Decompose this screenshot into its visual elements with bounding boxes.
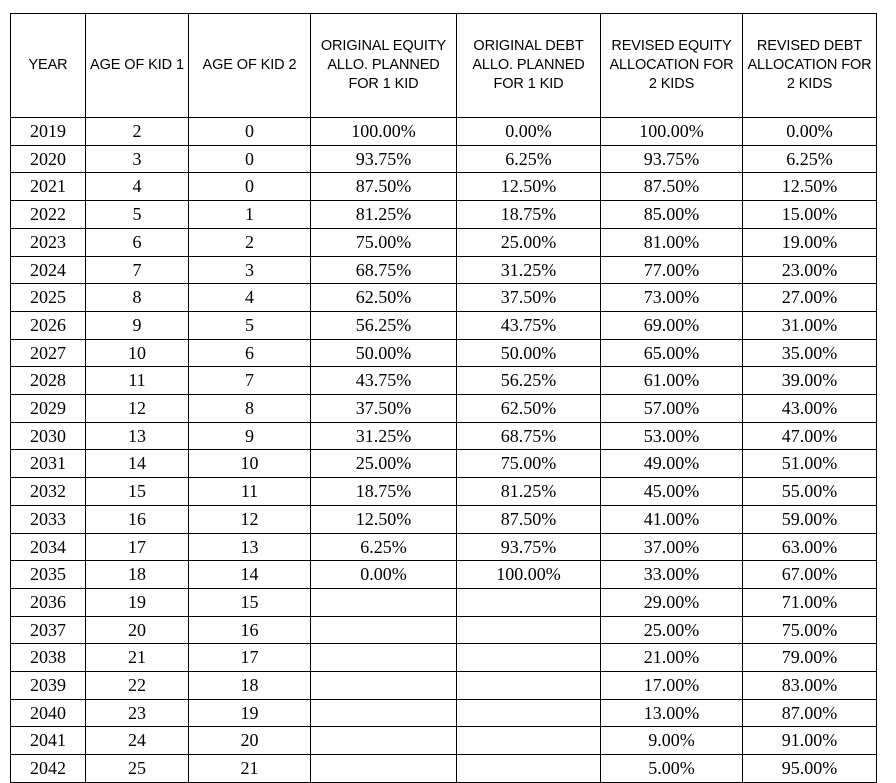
table-row [11, 367, 877, 395]
cell-orig_equity_1kid: 62.50% [311, 284, 457, 312]
cell-orig_equity_1kid: 100.00% [311, 118, 457, 146]
table-row [11, 505, 877, 533]
cell-age_kid_2: 7 [189, 367, 311, 395]
cell-age_kid_1: 15 [86, 478, 189, 506]
cell-year: 2028 [11, 367, 86, 395]
cell-age_kid_2: 6 [189, 339, 311, 367]
cell-rev_debt_2kids: 0.00% [743, 118, 877, 146]
cell-orig_debt_1kid: 43.75% [457, 311, 601, 339]
cell-rev_debt_2kids: 12.50% [743, 173, 877, 201]
table-row [11, 727, 877, 755]
cell-rev_equity_2kids: 29.00% [601, 588, 743, 616]
table-row [11, 256, 877, 284]
cell-year: 2022 [11, 201, 86, 229]
cell-year: 2034 [11, 533, 86, 561]
cell-orig_debt_1kid: 37.50% [457, 284, 601, 312]
cell-age_kid_2: 11 [189, 478, 311, 506]
cell-orig_debt_1kid: 62.50% [457, 395, 601, 423]
table-row [11, 588, 877, 616]
cell-year: 2042 [11, 755, 86, 783]
cell-year: 2020 [11, 145, 86, 173]
cell-age_kid_2: 2 [189, 228, 311, 256]
table-row [11, 145, 877, 173]
cell-rev_debt_2kids: 51.00% [743, 450, 877, 478]
cell-rev_debt_2kids: 91.00% [743, 727, 877, 755]
column-header-rev_equity_2kids: REVISED EQUITY ALLOCATION FOR 2 KIDS [601, 14, 743, 118]
column-header-year: YEAR [11, 14, 86, 118]
cell-rev_debt_2kids: 15.00% [743, 201, 877, 229]
table-row [11, 561, 877, 589]
cell-age_kid_2: 18 [189, 672, 311, 700]
cell-age_kid_2: 8 [189, 395, 311, 423]
cell-rev_debt_2kids: 19.00% [743, 228, 877, 256]
cell-age_kid_2: 20 [189, 727, 311, 755]
cell-age_kid_1: 22 [86, 672, 189, 700]
table-row [11, 339, 877, 367]
cell-orig_equity_1kid: 18.75% [311, 478, 457, 506]
cell-age_kid_2: 13 [189, 533, 311, 561]
cell-orig_equity_1kid [311, 755, 457, 783]
cell-age_kid_1: 20 [86, 616, 189, 644]
cell-age_kid_1: 10 [86, 339, 189, 367]
cell-orig_debt_1kid [457, 727, 601, 755]
cell-rev_equity_2kids: 61.00% [601, 367, 743, 395]
cell-rev_equity_2kids: 25.00% [601, 616, 743, 644]
cell-age_kid_2: 4 [189, 284, 311, 312]
table-row [11, 478, 877, 506]
cell-orig_equity_1kid: 37.50% [311, 395, 457, 423]
cell-age_kid_1: 5 [86, 201, 189, 229]
cell-age_kid_2: 9 [189, 422, 311, 450]
cell-age_kid_2: 19 [189, 699, 311, 727]
cell-age_kid_1: 25 [86, 755, 189, 783]
cell-year: 2041 [11, 727, 86, 755]
cell-rev_debt_2kids: 6.25% [743, 145, 877, 173]
cell-rev_debt_2kids: 67.00% [743, 561, 877, 589]
table-row [11, 284, 877, 312]
cell-rev_debt_2kids: 27.00% [743, 284, 877, 312]
table-row [11, 395, 877, 423]
cell-year: 2026 [11, 311, 86, 339]
table-row [11, 699, 877, 727]
table-body [11, 118, 877, 783]
column-header-age_kid_1: AGE OF KID 1 [86, 14, 189, 118]
cell-orig_equity_1kid: 93.75% [311, 145, 457, 173]
cell-rev_debt_2kids: 79.00% [743, 644, 877, 672]
table-row [11, 755, 877, 783]
cell-rev_debt_2kids: 55.00% [743, 478, 877, 506]
cell-orig_debt_1kid: 87.50% [457, 505, 601, 533]
cell-age_kid_2: 15 [189, 588, 311, 616]
cell-rev_debt_2kids: 95.00% [743, 755, 877, 783]
cell-orig_equity_1kid [311, 727, 457, 755]
table-row [11, 533, 877, 561]
table-row [11, 616, 877, 644]
cell-orig_debt_1kid: 12.50% [457, 173, 601, 201]
cell-year: 2029 [11, 395, 86, 423]
cell-rev_equity_2kids: 87.50% [601, 173, 743, 201]
cell-age_kid_1: 13 [86, 422, 189, 450]
cell-year: 2040 [11, 699, 86, 727]
cell-orig_debt_1kid: 50.00% [457, 339, 601, 367]
cell-age_kid_2: 5 [189, 311, 311, 339]
cell-year: 2027 [11, 339, 86, 367]
cell-age_kid_1: 16 [86, 505, 189, 533]
cell-year: 2031 [11, 450, 86, 478]
cell-rev_equity_2kids: 57.00% [601, 395, 743, 423]
cell-rev_debt_2kids: 83.00% [743, 672, 877, 700]
table-row [11, 450, 877, 478]
cell-orig_equity_1kid: 75.00% [311, 228, 457, 256]
cell-age_kid_1: 8 [86, 284, 189, 312]
cell-age_kid_2: 17 [189, 644, 311, 672]
table-row [11, 201, 877, 229]
cell-age_kid_1: 17 [86, 533, 189, 561]
cell-rev_equity_2kids: 85.00% [601, 201, 743, 229]
cell-orig_equity_1kid [311, 699, 457, 727]
cell-orig_debt_1kid: 100.00% [457, 561, 601, 589]
cell-rev_debt_2kids: 71.00% [743, 588, 877, 616]
cell-age_kid_1: 11 [86, 367, 189, 395]
table-header [11, 14, 877, 118]
table-row [11, 644, 877, 672]
cell-orig_debt_1kid: 0.00% [457, 118, 601, 146]
cell-age_kid_1: 18 [86, 561, 189, 589]
cell-orig_equity_1kid [311, 588, 457, 616]
cell-rev_debt_2kids: 75.00% [743, 616, 877, 644]
cell-orig_debt_1kid: 75.00% [457, 450, 601, 478]
cell-age_kid_1: 14 [86, 450, 189, 478]
cell-age_kid_2: 3 [189, 256, 311, 284]
cell-rev_equity_2kids: 93.75% [601, 145, 743, 173]
cell-orig_equity_1kid [311, 644, 457, 672]
cell-orig_equity_1kid: 68.75% [311, 256, 457, 284]
cell-orig_debt_1kid [457, 755, 601, 783]
column-header-rev_debt_2kids: REVISED DEBT ALLOCATION FOR 2 KIDS [743, 14, 877, 118]
cell-age_kid_2: 0 [189, 145, 311, 173]
cell-age_kid_2: 1 [189, 201, 311, 229]
cell-rev_equity_2kids: 21.00% [601, 644, 743, 672]
cell-orig_debt_1kid [457, 699, 601, 727]
cell-age_kid_1: 23 [86, 699, 189, 727]
cell-year: 2030 [11, 422, 86, 450]
cell-rev_debt_2kids: 31.00% [743, 311, 877, 339]
cell-age_kid_2: 10 [189, 450, 311, 478]
cell-year: 2036 [11, 588, 86, 616]
cell-age_kid_1: 2 [86, 118, 189, 146]
cell-rev_equity_2kids: 100.00% [601, 118, 743, 146]
cell-orig_debt_1kid: 6.25% [457, 145, 601, 173]
cell-orig_debt_1kid: 56.25% [457, 367, 601, 395]
cell-rev_equity_2kids: 65.00% [601, 339, 743, 367]
cell-rev_equity_2kids: 17.00% [601, 672, 743, 700]
cell-orig_debt_1kid [457, 588, 601, 616]
cell-rev_debt_2kids: 39.00% [743, 367, 877, 395]
cell-orig_equity_1kid: 56.25% [311, 311, 457, 339]
cell-orig_debt_1kid: 93.75% [457, 533, 601, 561]
cell-year: 2021 [11, 173, 86, 201]
cell-rev_debt_2kids: 63.00% [743, 533, 877, 561]
cell-rev_equity_2kids: 5.00% [601, 755, 743, 783]
cell-orig_equity_1kid: 81.25% [311, 201, 457, 229]
cell-age_kid_2: 14 [189, 561, 311, 589]
cell-orig_equity_1kid: 43.75% [311, 367, 457, 395]
table-row [11, 228, 877, 256]
column-header-age_kid_2: AGE OF KID 2 [189, 14, 311, 118]
cell-age_kid_1: 21 [86, 644, 189, 672]
cell-rev_debt_2kids: 35.00% [743, 339, 877, 367]
cell-rev_equity_2kids: 33.00% [601, 561, 743, 589]
cell-rev_debt_2kids: 23.00% [743, 256, 877, 284]
allocation-table-container [10, 13, 876, 783]
cell-orig_equity_1kid: 12.50% [311, 505, 457, 533]
table-row [11, 422, 877, 450]
cell-year: 2032 [11, 478, 86, 506]
cell-orig_equity_1kid: 31.25% [311, 422, 457, 450]
cell-orig_debt_1kid: 81.25% [457, 478, 601, 506]
cell-orig_equity_1kid: 87.50% [311, 173, 457, 201]
cell-orig_debt_1kid [457, 616, 601, 644]
cell-orig_debt_1kid [457, 644, 601, 672]
cell-age_kid_1: 9 [86, 311, 189, 339]
cell-age_kid_1: 7 [86, 256, 189, 284]
cell-rev_equity_2kids: 13.00% [601, 699, 743, 727]
cell-rev_debt_2kids: 87.00% [743, 699, 877, 727]
cell-rev_equity_2kids: 69.00% [601, 311, 743, 339]
cell-orig_debt_1kid [457, 672, 601, 700]
table-header-row [11, 14, 877, 118]
cell-rev_equity_2kids: 9.00% [601, 727, 743, 755]
cell-year: 2019 [11, 118, 86, 146]
table-row [11, 173, 877, 201]
cell-year: 2025 [11, 284, 86, 312]
cell-year: 2038 [11, 644, 86, 672]
cell-orig_equity_1kid: 25.00% [311, 450, 457, 478]
column-header-orig_debt_1kid: ORIGINAL DEBT ALLO. PLANNED FOR 1 KID [457, 14, 601, 118]
table-row [11, 118, 877, 146]
cell-orig_equity_1kid: 0.00% [311, 561, 457, 589]
cell-rev_debt_2kids: 59.00% [743, 505, 877, 533]
cell-year: 2039 [11, 672, 86, 700]
cell-age_kid_2: 12 [189, 505, 311, 533]
cell-orig_equity_1kid [311, 672, 457, 700]
cell-age_kid_2: 16 [189, 616, 311, 644]
cell-rev_debt_2kids: 47.00% [743, 422, 877, 450]
cell-age_kid_1: 24 [86, 727, 189, 755]
cell-rev_equity_2kids: 53.00% [601, 422, 743, 450]
cell-year: 2033 [11, 505, 86, 533]
cell-rev_equity_2kids: 37.00% [601, 533, 743, 561]
cell-age_kid_1: 6 [86, 228, 189, 256]
table-row [11, 311, 877, 339]
cell-year: 2024 [11, 256, 86, 284]
cell-rev_equity_2kids: 73.00% [601, 284, 743, 312]
cell-orig_equity_1kid: 6.25% [311, 533, 457, 561]
cell-age_kid_1: 12 [86, 395, 189, 423]
cell-year: 2035 [11, 561, 86, 589]
cell-orig_debt_1kid: 25.00% [457, 228, 601, 256]
cell-rev_equity_2kids: 45.00% [601, 478, 743, 506]
cell-age_kid_1: 19 [86, 588, 189, 616]
cell-age_kid_2: 0 [189, 118, 311, 146]
cell-rev_debt_2kids: 43.00% [743, 395, 877, 423]
cell-orig_debt_1kid: 31.25% [457, 256, 601, 284]
cell-orig_equity_1kid [311, 616, 457, 644]
cell-rev_equity_2kids: 77.00% [601, 256, 743, 284]
table-row [11, 672, 877, 700]
cell-rev_equity_2kids: 41.00% [601, 505, 743, 533]
cell-year: 2037 [11, 616, 86, 644]
cell-orig_debt_1kid: 68.75% [457, 422, 601, 450]
cell-age_kid_1: 4 [86, 173, 189, 201]
cell-age_kid_2: 21 [189, 755, 311, 783]
cell-rev_equity_2kids: 81.00% [601, 228, 743, 256]
cell-orig_debt_1kid: 18.75% [457, 201, 601, 229]
column-header-orig_equity_1kid: ORIGINAL EQUITY ALLO. PLANNED FOR 1 KID [311, 14, 457, 118]
cell-year: 2023 [11, 228, 86, 256]
education-goal-asset-allocation-table [10, 13, 877, 783]
cell-age_kid_1: 3 [86, 145, 189, 173]
cell-rev_equity_2kids: 49.00% [601, 450, 743, 478]
cell-age_kid_2: 0 [189, 173, 311, 201]
cell-orig_equity_1kid: 50.00% [311, 339, 457, 367]
